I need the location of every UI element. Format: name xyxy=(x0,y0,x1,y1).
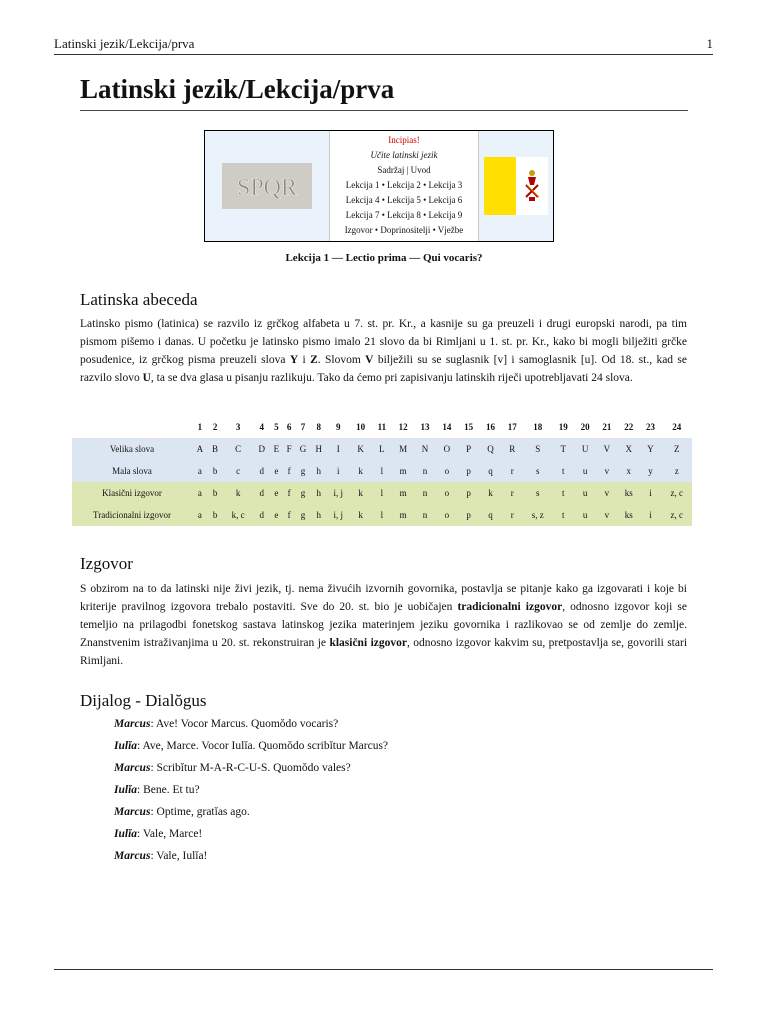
table-cell: e xyxy=(270,460,283,482)
abeceda-paragraph xyxy=(80,315,687,387)
table-cell: s xyxy=(523,460,552,482)
dialog-line xyxy=(114,718,338,730)
table-cell: i xyxy=(640,482,662,504)
table-cell: s, z xyxy=(523,504,552,526)
speaker-name: Marcus xyxy=(114,806,151,818)
table-cell: m xyxy=(392,504,414,526)
table-cell: n xyxy=(414,504,436,526)
table-cell: t xyxy=(552,504,574,526)
table-cell: u xyxy=(574,482,596,504)
dialog-text: : Optime, gratĭas ago. xyxy=(150,806,250,818)
table-cell: l xyxy=(372,482,393,504)
column-number: 13 xyxy=(420,422,430,432)
table-cell: d xyxy=(254,504,270,526)
footer-rule xyxy=(54,969,713,970)
table-cell: v xyxy=(596,504,618,526)
table-cell: G xyxy=(295,438,311,460)
table-cell: q xyxy=(480,504,502,526)
svg-text:SPQR: SPQR xyxy=(236,175,298,201)
table-cell: v xyxy=(596,482,618,504)
table-cell: ks xyxy=(618,504,640,526)
incipias-text: Incipias! xyxy=(388,135,420,145)
lesson-links-row-1[interactable]: Lekcija 1 • Lekcija 2 • Lekcija 3 xyxy=(345,180,463,190)
table-cell: a xyxy=(192,460,208,482)
table-cell: u xyxy=(574,504,596,526)
table-cell: z xyxy=(661,460,692,482)
table-cell: N xyxy=(414,438,436,460)
section-heading-izgovor: Izgovor xyxy=(80,554,133,573)
table-cell: A xyxy=(192,438,208,460)
table-cell: k xyxy=(480,482,502,504)
table-cell: g xyxy=(295,504,311,526)
text-run: , ta se dva glasa u pisanju razlikuju. Tako da ćemo pri zapisivanju latinskih riječi upotrebljavati 24 slova. xyxy=(150,372,633,384)
table-row xyxy=(72,504,692,526)
table-cell: C xyxy=(222,438,254,460)
table-cell: k, c xyxy=(222,504,254,526)
page-number: 1 xyxy=(706,36,713,51)
column-number: 7 xyxy=(300,422,306,432)
table-cell: f xyxy=(283,460,295,482)
navbox-subtitle: Učite latinski jezik xyxy=(370,150,438,160)
table-cell: z, c xyxy=(661,504,692,526)
text-run: . Slovom xyxy=(317,354,366,366)
title-rule xyxy=(80,110,688,111)
dialog-text: : Ave, Marce. Vocor Iulĭa. Quomŏdo scribĭtur Marcus? xyxy=(137,740,389,752)
text-run: bilježili su se suglasnik [v] i samoglasnik [u]. Od 18. st., kad se razvilo slovo xyxy=(80,354,688,384)
extra-links-row[interactable]: Izgovor • Doprinositelji • Vježbe xyxy=(344,225,464,235)
table-cell: Z xyxy=(661,438,692,460)
dialog-line xyxy=(114,740,388,752)
table-cell: Q xyxy=(480,438,502,460)
table-cell: g xyxy=(295,460,311,482)
spqr-image xyxy=(205,131,329,241)
table-cell: m xyxy=(392,460,414,482)
speaker-name: Iulĭa xyxy=(114,828,138,840)
table-cell: ks xyxy=(618,482,640,504)
table-cell: x xyxy=(618,460,640,482)
table-cell: h xyxy=(311,504,327,526)
table-cell: H xyxy=(311,438,327,460)
column-number: 21 xyxy=(602,422,612,432)
header-rule xyxy=(54,54,713,55)
table-number-row xyxy=(72,416,692,438)
table-cell: i xyxy=(640,504,662,526)
column-number: 3 xyxy=(235,422,241,432)
table-cell: k xyxy=(350,460,372,482)
table-cell: p xyxy=(458,504,480,526)
running-header-title: Latinski jezik/Lekcija/prva xyxy=(54,36,195,51)
table-cell: V xyxy=(596,438,618,460)
table-cell: h xyxy=(311,482,327,504)
column-number: 20 xyxy=(580,422,590,432)
table-cell: v xyxy=(596,460,618,482)
table-cell: k xyxy=(350,504,372,526)
page-title: Latinski jezik/Lekcija/prva xyxy=(80,74,395,104)
column-number: 23 xyxy=(646,422,656,432)
table-cell: f xyxy=(283,482,295,504)
dialog-line xyxy=(114,784,200,796)
column-number: 11 xyxy=(377,422,387,432)
izgovor-paragraph xyxy=(80,580,687,670)
table-cell: o xyxy=(436,482,458,504)
dialog-text: : Vale, Iulĭa! xyxy=(150,850,208,862)
table-cell: l xyxy=(372,504,393,526)
table-cell: u xyxy=(574,460,596,482)
contents-link[interactable]: Sadržaj | Uvod xyxy=(377,165,431,175)
column-number: 6 xyxy=(286,422,292,432)
table-cell: n xyxy=(414,482,436,504)
table-cell: g xyxy=(295,482,311,504)
table-cell: a xyxy=(192,504,208,526)
column-number: 2 xyxy=(212,422,218,432)
table-cell: m xyxy=(392,482,414,504)
speaker-name: Iulĭa xyxy=(114,740,138,752)
table-cell: r xyxy=(501,460,523,482)
column-number: 17 xyxy=(507,422,517,432)
lesson-links-row-2[interactable]: Lekcija 4 • Lekcija 5 • Lekcija 6 xyxy=(345,195,463,205)
table-cell: b xyxy=(208,504,223,526)
column-number: 22 xyxy=(624,422,634,432)
table-cell: s xyxy=(523,482,552,504)
alphabet-table xyxy=(72,416,692,526)
table-cell: R xyxy=(501,438,523,460)
table-cell: p xyxy=(458,482,480,504)
table-cell: y xyxy=(640,460,662,482)
column-number: 19 xyxy=(558,422,568,432)
navbox-links xyxy=(329,131,479,241)
table-cell: d xyxy=(254,460,270,482)
dialog-line xyxy=(114,806,250,818)
column-number: 4 xyxy=(259,422,265,432)
table-row xyxy=(72,438,692,460)
table-cell: o xyxy=(436,504,458,526)
column-number: 16 xyxy=(485,422,495,432)
table-row xyxy=(72,482,692,504)
dialog-text: : Vale, Marce! xyxy=(137,828,203,840)
bold-letter: V xyxy=(365,354,374,366)
table-cell: p xyxy=(458,460,480,482)
row-label: Klasični izgovor xyxy=(72,482,192,504)
table-cell: O xyxy=(436,438,458,460)
table-row xyxy=(72,460,692,482)
table-cell: K xyxy=(350,438,372,460)
column-number: 18 xyxy=(533,422,543,432)
table-cell: U xyxy=(574,438,596,460)
text-run: i xyxy=(298,354,311,366)
column-number: 12 xyxy=(398,422,408,432)
column-number: 24 xyxy=(672,422,682,432)
table-cell: F xyxy=(283,438,295,460)
table-cell: t xyxy=(552,460,574,482)
table-cell: h xyxy=(311,460,327,482)
lesson-links-row-3[interactable]: Lekcija 7 • Lekcija 8 • Lekcija 9 xyxy=(345,210,463,220)
column-number: 5 xyxy=(274,422,279,432)
table-cell: i xyxy=(327,460,350,482)
speaker-name: Marcus xyxy=(114,762,151,774)
table-cell: i, j xyxy=(327,504,350,526)
table-cell: n xyxy=(414,460,436,482)
table-cell: t xyxy=(552,482,574,504)
table-cell: e xyxy=(270,504,283,526)
lesson-navbox xyxy=(204,130,554,242)
table-cell: E xyxy=(270,438,283,460)
column-number: 8 xyxy=(316,422,322,432)
table-cell: f xyxy=(283,504,295,526)
dialog-text: : Bene. Et tu? xyxy=(137,784,200,796)
table-cell: B xyxy=(208,438,223,460)
table-cell: l xyxy=(372,460,393,482)
table-cell: a xyxy=(192,482,208,504)
table-cell: D xyxy=(254,438,270,460)
table-cell: k xyxy=(222,482,254,504)
table-cell: S xyxy=(523,438,552,460)
table-cell: M xyxy=(392,438,414,460)
table-cell: z, c xyxy=(661,482,692,504)
section-heading-dijalog: Dijalog - Dialŏgus xyxy=(80,691,207,710)
column-number: 9 xyxy=(335,422,341,432)
dialog-line xyxy=(114,762,351,774)
table-cell: r xyxy=(501,504,523,526)
table-cell: e xyxy=(270,482,283,504)
column-number: 1 xyxy=(197,422,203,432)
table-cell: d xyxy=(254,482,270,504)
bold-term: klasični izgovor xyxy=(329,637,407,649)
text-run: S obzirom na to da latinski nije živi jezik, tj. nema živućih izvornih govornika, postavlja se pitanje kako ga izgovarati i koje bi kriterije pravilnog izgovora trebalo postaviti. Sve do 20. st. bio je uobičajen xyxy=(80,583,687,613)
dialog-line xyxy=(114,828,202,840)
bold-letter: Z xyxy=(310,354,318,366)
text-run: Latinsko pismo (latinica) se razvilo iz grčkog alfabeta u 7. st. pr. Kr., a kasnije su ga preuzeli i drugi europski narodi, pa tim pismom pišemo i danas. U početku je latinsko pismo imalo 21 slovo da bi Rimljani u 1. st. pr. Kr., kako bi mogli bilježiti grčke posudenice, iz grčkog pisma preuzeli slova xyxy=(80,318,687,366)
table-cell: q xyxy=(480,460,502,482)
bold-letter: Y xyxy=(289,354,299,366)
table-cell: c xyxy=(222,460,254,482)
column-number: 14 xyxy=(442,422,452,432)
text-run: , odnosno izgovor koji se temeljio na prilagodbi fonetskog sastava latinskog jezika materinjem jeziku govornika i razlikovao se od zemlje do zemlje. Znanstvenim istraživanjima u 20. st. rekonstruiran je xyxy=(80,601,687,649)
bold-term: tradicionalni izgovor xyxy=(457,601,563,613)
table-cell: I xyxy=(327,438,350,460)
section-heading-abeceda: Latinska abeceda xyxy=(80,290,198,309)
table-corner-cell xyxy=(72,416,192,438)
row-label: Tradicionalni izgovor xyxy=(72,504,192,526)
column-number: 15 xyxy=(464,422,474,432)
row-label: Mala slova xyxy=(72,460,192,482)
table-cell: L xyxy=(372,438,393,460)
column-number: 10 xyxy=(356,422,366,432)
dialog-line xyxy=(114,850,207,862)
row-label: Velika slova xyxy=(72,438,192,460)
table-cell: Y xyxy=(640,438,662,460)
speaker-name: Iulĭa xyxy=(114,784,138,796)
table-cell: r xyxy=(501,482,523,504)
vatican-flag-image xyxy=(479,131,553,241)
speaker-name: Marcus xyxy=(114,850,151,862)
speaker-name: Marcus xyxy=(114,718,151,730)
navbox-caption: Lekcija 1 — Lectio prima — Qui vocaris? xyxy=(285,252,483,264)
dialog-text: : Ave! Vocor Marcus. Quomŏdo vocaris? xyxy=(150,718,339,730)
table-cell: k xyxy=(350,482,372,504)
table-cell: X xyxy=(618,438,640,460)
table-cell: T xyxy=(552,438,574,460)
dialog-text: : Scribĭtur M-A-R-C-U-S. Quomŏdo vales? xyxy=(150,762,351,774)
table-cell: P xyxy=(458,438,480,460)
table-cell: b xyxy=(208,460,223,482)
bold-letter: U xyxy=(142,372,151,384)
table-cell: o xyxy=(436,460,458,482)
text-run: , odnosno izgovor kakvim su, pretpostavlja se, govorili stari Rimljani. xyxy=(80,637,688,667)
table-cell: i, j xyxy=(327,482,350,504)
table-cell: b xyxy=(208,482,223,504)
